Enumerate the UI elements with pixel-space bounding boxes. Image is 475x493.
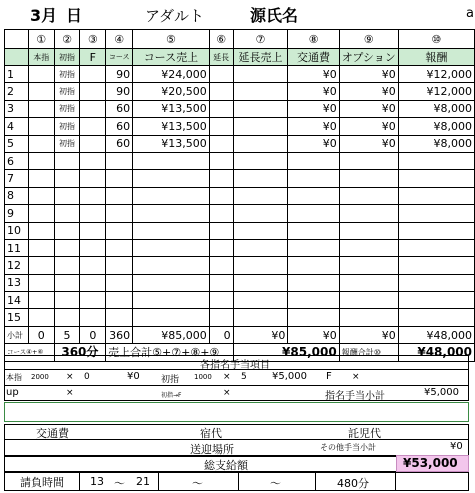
honshi-qty: 0: [84, 372, 90, 382]
table-row: [5, 274, 475, 291]
cell-sales: [133, 274, 210, 291]
cell-f: [80, 292, 106, 309]
cell-honshi: [28, 205, 54, 222]
cell-no: 11: [5, 239, 29, 256]
cell-ext-sales: [233, 83, 288, 100]
cell-transport: ¥0: [288, 135, 339, 152]
earnings-table: [4, 29, 475, 362]
work-tilde-2: ～: [192, 477, 203, 490]
shoshi-f-times: ×: [223, 388, 231, 398]
subtotal-transport: ¥0: [288, 326, 339, 343]
cell-no: 7: [5, 170, 29, 187]
cell-option: ¥0: [339, 118, 398, 135]
allowance-title: 各指名手当項目: [200, 360, 270, 371]
cell-ext-sales: [233, 66, 288, 83]
cell-shoshi: 初指: [54, 118, 80, 135]
cell-option: ¥0: [339, 100, 398, 117]
table-row: [5, 135, 475, 152]
cell-honshi: [28, 118, 54, 135]
col-header: 延長: [209, 49, 233, 66]
cell-course: 90: [106, 83, 133, 100]
cell-sales: [133, 257, 210, 274]
cell-pay: [398, 152, 474, 169]
cell-honshi: [28, 66, 54, 83]
cell-transport: [288, 292, 339, 309]
cell-sales: ¥13,500: [133, 100, 210, 117]
cell-honshi: [28, 83, 54, 100]
cell-ext: [209, 100, 233, 117]
cell-honshi: [28, 309, 54, 326]
cell-ext-sales: [233, 239, 288, 256]
subtotal-honshi: 0: [28, 326, 54, 343]
cell-f: [80, 187, 106, 204]
cell-no: 15: [5, 309, 29, 326]
cell-pay: [398, 187, 474, 204]
work-tilde: ～: [114, 477, 125, 490]
cell-course: [106, 152, 133, 169]
transport-label: 交通費: [36, 427, 69, 440]
table-row: [5, 83, 475, 100]
cell-honshi: [28, 257, 54, 274]
cell-sales: [133, 239, 210, 256]
col-num: ⑦: [233, 30, 288, 49]
cell-f: [80, 274, 106, 291]
cell-shoshi: [54, 187, 80, 204]
cell-honshi: [28, 222, 54, 239]
cell-ext: [209, 309, 233, 326]
cell-shoshi: [54, 222, 80, 239]
cell-no: 12: [5, 257, 29, 274]
cell-ext: [209, 170, 233, 187]
cell-course: [106, 309, 133, 326]
cell-sales: [133, 152, 210, 169]
name-label: 源氏名: [250, 6, 299, 25]
cell-course: [106, 292, 133, 309]
cell-no: 9: [5, 205, 29, 222]
cell-no: 3: [5, 100, 29, 117]
cell-f: [80, 100, 106, 117]
cell-pay: [398, 239, 474, 256]
edge-char: a: [466, 6, 474, 21]
cell-transport: [288, 274, 339, 291]
shoshi-times: ×: [223, 372, 231, 382]
subtotal-option: ¥0: [339, 326, 398, 343]
cell-no: 14: [5, 292, 29, 309]
honshi-amount: ¥0: [127, 371, 140, 382]
cell-honshi: [28, 170, 54, 187]
cell-ext-sales: [233, 135, 288, 152]
cell-f: [80, 257, 106, 274]
highlight-row: [4, 402, 469, 422]
subtotal-ext-sales: ¥0: [233, 326, 288, 343]
cell-pay: [398, 222, 474, 239]
cell-shoshi: [54, 292, 80, 309]
shoshi-unit: 1000: [194, 373, 212, 381]
cell-f: [80, 170, 106, 187]
cell-course: 60: [106, 118, 133, 135]
cell-ext-sales: [233, 152, 288, 169]
cell-ext-sales: [233, 292, 288, 309]
cell-sales: ¥13,500: [133, 135, 210, 152]
cell-f: [80, 118, 106, 135]
cell-no: 2: [5, 83, 29, 100]
table-row: [5, 100, 475, 117]
subtotal-shoshi: 5: [54, 326, 80, 343]
cell-f: [80, 222, 106, 239]
table-row: [5, 66, 475, 83]
cell-transport: ¥0: [288, 100, 339, 117]
subtotal-pay: ¥48,000: [398, 326, 474, 343]
table-row: [5, 239, 475, 256]
cell-no: 6: [5, 152, 29, 169]
shoshi-amount: ¥5,000: [272, 371, 307, 382]
col-num: ⑥: [209, 30, 233, 49]
cell-ext: [209, 205, 233, 222]
cell-course: [106, 187, 133, 204]
subtotal-row: [5, 326, 475, 343]
cell-course: 60: [106, 135, 133, 152]
shoshi-qty: 5: [241, 372, 247, 382]
work-end: 21: [136, 475, 150, 488]
cell-shoshi: 初指: [54, 66, 80, 83]
cell-option: ¥0: [339, 66, 398, 83]
table-row: [5, 257, 475, 274]
cell-sales: [133, 222, 210, 239]
work-start: 13: [90, 475, 104, 488]
other-allowance-label: その他手当小計: [320, 443, 376, 452]
cell-sales: ¥20,500: [133, 83, 210, 100]
cell-no: 1: [5, 66, 29, 83]
col-header: 報酬: [398, 49, 474, 66]
month-label: 3月: [30, 6, 58, 25]
cell-ext: [209, 118, 233, 135]
cell-ext: [209, 135, 233, 152]
cell-sales: ¥24,000: [133, 66, 210, 83]
subtotal-label: 小計: [5, 326, 29, 343]
cell-course: [106, 239, 133, 256]
cell-pay: [398, 170, 474, 187]
cell-transport: ¥0: [288, 83, 339, 100]
work-tilde-3: ～: [270, 477, 281, 490]
cell-ext: [209, 222, 233, 239]
cell-no: 4: [5, 118, 29, 135]
cell-transport: [288, 152, 339, 169]
col-num: ⑧: [288, 30, 339, 49]
cell-option: [339, 239, 398, 256]
cell-course: [106, 222, 133, 239]
col-header: コース売上: [133, 49, 210, 66]
cell-option: ¥0: [339, 83, 398, 100]
cell-course: [106, 205, 133, 222]
column-number-row: [5, 30, 475, 49]
cell-honshi: [28, 239, 54, 256]
cell-course: [106, 257, 133, 274]
cell-transport: [288, 187, 339, 204]
pay-total-label: 報酬合計⑩: [339, 344, 398, 361]
cell-shoshi: [54, 309, 80, 326]
cell-honshi: [28, 274, 54, 291]
col-header: オプション: [339, 49, 398, 66]
table-row: [5, 118, 475, 135]
up-label: up: [6, 387, 19, 398]
cell-pay: ¥12,000: [398, 66, 474, 83]
col-header: 交通費: [288, 49, 339, 66]
cell-option: [339, 170, 398, 187]
up-times: ×: [66, 388, 74, 398]
col-num: ⑩: [398, 30, 474, 49]
cell-f: [80, 309, 106, 326]
other-allowance-value: ¥0: [450, 441, 463, 452]
allowance-subtotal-label: 指名手当小計: [325, 391, 385, 402]
cell-ext: [209, 66, 233, 83]
table-row: [5, 170, 475, 187]
cell-option: [339, 292, 398, 309]
cell-ext-sales: [233, 118, 288, 135]
cell-option: [339, 152, 398, 169]
cell-shoshi: [54, 152, 80, 169]
cell-ext: [209, 239, 233, 256]
cell-option: [339, 187, 398, 204]
cell-no: 8: [5, 187, 29, 204]
cell-no: 13: [5, 274, 29, 291]
cell-sales: [133, 309, 210, 326]
subtotal-ext: 0: [209, 326, 233, 343]
cell-f: [80, 83, 106, 100]
cell-transport: ¥0: [288, 66, 339, 83]
day-label: 日: [66, 6, 83, 25]
cell-sales: [133, 170, 210, 187]
cell-pay: [398, 309, 474, 326]
cell-transport: [288, 170, 339, 187]
cell-course: [106, 170, 133, 187]
cell-sales: ¥13,500: [133, 118, 210, 135]
table-row: [5, 152, 475, 169]
cell-shoshi: [54, 239, 80, 256]
cell-ext-sales: [233, 222, 288, 239]
cell-pay: [398, 257, 474, 274]
col-num: ①: [28, 30, 54, 49]
cell-shoshi: [54, 170, 80, 187]
cell-ext-sales: [233, 187, 288, 204]
cell-ext-sales: [233, 205, 288, 222]
work-minutes: 480分: [337, 477, 369, 490]
f-times: ×: [352, 372, 360, 382]
cell-course: [106, 274, 133, 291]
expenses-section: [4, 424, 469, 456]
cell-transport: [288, 309, 339, 326]
table-row: [5, 292, 475, 309]
cell-ext: [209, 152, 233, 169]
cell-option: [339, 274, 398, 291]
subtotal-f: 0: [80, 326, 106, 343]
table-row: [5, 309, 475, 326]
cell-transport: [288, 205, 339, 222]
cell-ext: [209, 187, 233, 204]
cell-f: [80, 152, 106, 169]
cell-f: [80, 135, 106, 152]
cell-shoshi: [54, 257, 80, 274]
cell-course: 90: [106, 66, 133, 83]
cell-ext-sales: [233, 100, 288, 117]
shoshi-f-label: 初指→F: [161, 392, 182, 399]
cell-ext: [209, 274, 233, 291]
cell-honshi: [28, 187, 54, 204]
cell-transport: [288, 222, 339, 239]
cell-sales: [133, 292, 210, 309]
cell-ext-sales: [233, 309, 288, 326]
f-label: F: [326, 371, 332, 382]
allowance-subtotal-value: ¥5,000: [424, 387, 459, 398]
col-header: 延長売上: [233, 49, 288, 66]
lodging-label: 宿代: [200, 427, 222, 440]
cell-ext-sales: [233, 274, 288, 291]
cell-pay: ¥8,000: [398, 135, 474, 152]
cell-ext: [209, 83, 233, 100]
cell-option: [339, 205, 398, 222]
payment-label: 総支給額: [204, 459, 248, 472]
honshi-label: 本指: [6, 373, 22, 382]
cell-transport: ¥0: [288, 118, 339, 135]
cell-ext: [209, 292, 233, 309]
honshi-times: ×: [66, 372, 74, 382]
col-num: ⑤: [133, 30, 210, 49]
table-row: [5, 222, 475, 239]
col-num: ④: [106, 30, 133, 49]
cell-ext: [209, 257, 233, 274]
cell-option: [339, 257, 398, 274]
col-header: 初指: [54, 49, 80, 66]
work-hours-row: [4, 472, 469, 491]
cell-option: [339, 222, 398, 239]
cell-pay: ¥12,000: [398, 83, 474, 100]
cell-shoshi: [54, 274, 80, 291]
category-label: アダルト: [145, 7, 204, 25]
col-header: コース: [106, 49, 133, 66]
column-header-row: [5, 49, 475, 66]
cell-no: 10: [5, 222, 29, 239]
subtotal-course: 360: [106, 326, 133, 343]
cell-pay: ¥8,000: [398, 100, 474, 117]
sales-total-value: ¥85,000: [233, 344, 339, 361]
cell-f: [80, 66, 106, 83]
cell-f: [80, 239, 106, 256]
sales-total-label: 売上合計⑤+⑦+⑧+⑨: [106, 344, 233, 361]
cell-f: [80, 205, 106, 222]
cell-pay: [398, 205, 474, 222]
payment-value: ¥53,000: [403, 456, 458, 470]
table-row: [5, 187, 475, 204]
shoshi-label: 初指: [161, 375, 180, 385]
childcare-label: 託児代: [348, 427, 381, 440]
cell-shoshi: 初指: [54, 83, 80, 100]
work-hours-label: 請負時間: [20, 476, 64, 489]
course-total-label: コース④+⑥: [5, 344, 55, 361]
subtotal-sales: ¥85,000: [133, 326, 210, 343]
cell-ext-sales: [233, 170, 288, 187]
cell-shoshi: [54, 205, 80, 222]
cell-honshi: [28, 100, 54, 117]
cell-pay: ¥8,000: [398, 118, 474, 135]
course-total-value: 360分: [54, 344, 106, 361]
cell-sales: [133, 187, 210, 204]
cell-shoshi: 初指: [54, 100, 80, 117]
cell-shoshi: 初指: [54, 135, 80, 152]
cell-option: ¥0: [339, 135, 398, 152]
cell-honshi: [28, 292, 54, 309]
col-num: ③: [80, 30, 106, 49]
cell-transport: [288, 239, 339, 256]
cell-course: 60: [106, 100, 133, 117]
col-num: ⑨: [339, 30, 398, 49]
cell-pay: [398, 274, 474, 291]
pay-total-value: ¥48,000: [398, 344, 474, 361]
cell-sales: [133, 205, 210, 222]
cell-transport: [288, 257, 339, 274]
col-num: ②: [54, 30, 80, 49]
col-header: F: [80, 49, 106, 66]
cell-honshi: [28, 135, 54, 152]
col-header: 本指: [28, 49, 54, 66]
honshi-unit: 2000: [31, 373, 49, 381]
cell-honshi: [28, 152, 54, 169]
cell-option: [339, 309, 398, 326]
cell-no: 5: [5, 135, 29, 152]
pickup-label: 送迎場所: [190, 443, 234, 456]
cell-ext-sales: [233, 257, 288, 274]
table-row: [5, 205, 475, 222]
cell-pay: [398, 292, 474, 309]
